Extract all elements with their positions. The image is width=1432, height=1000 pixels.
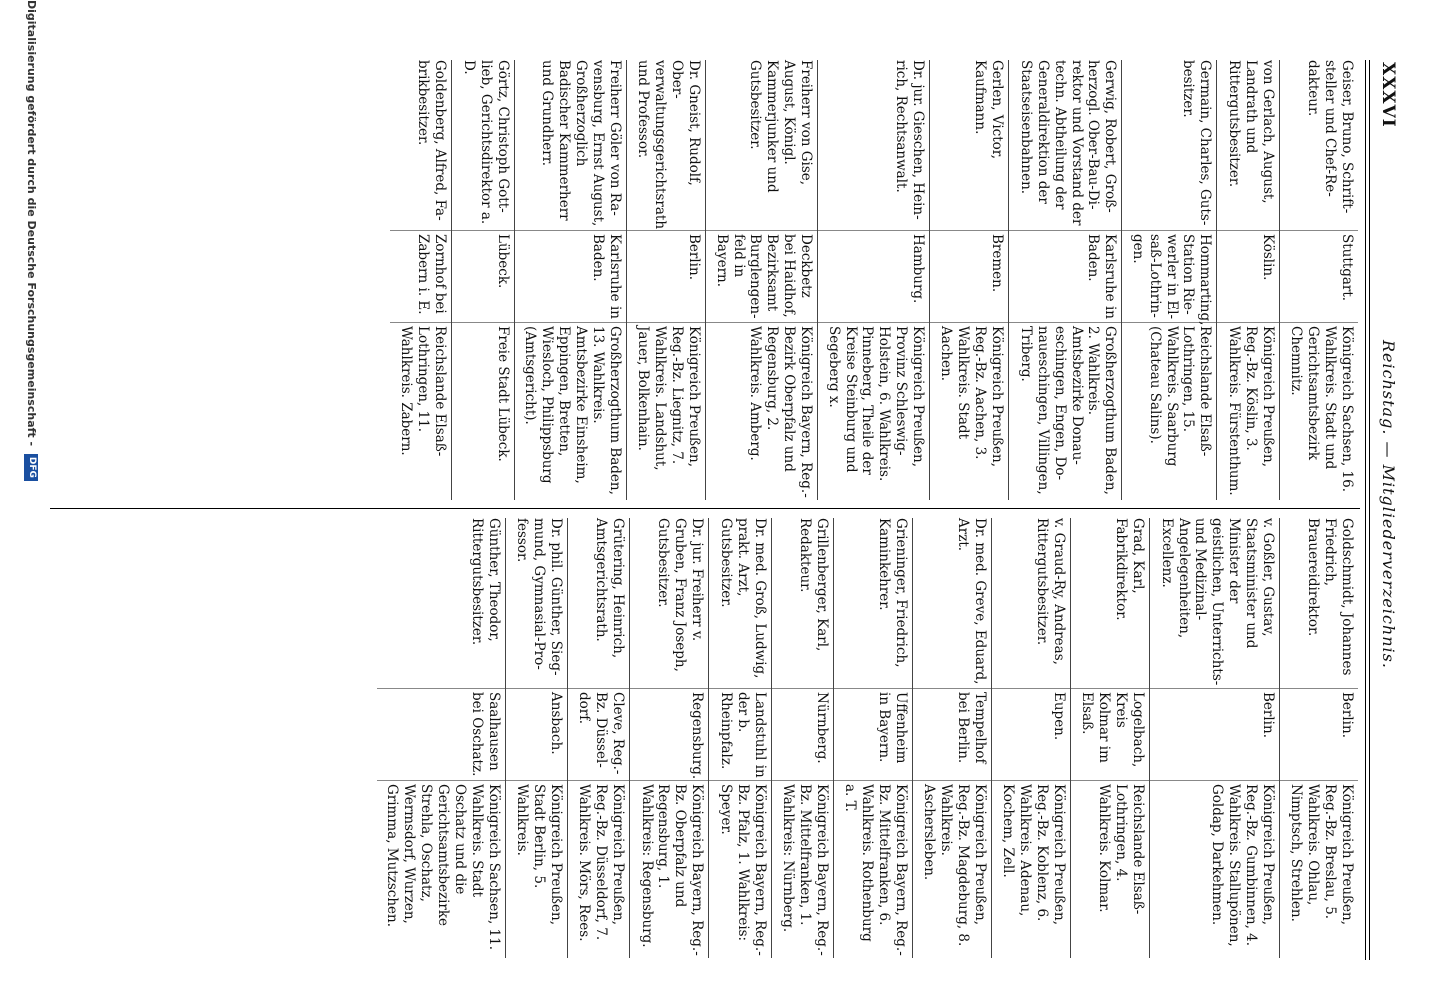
member-entry: [834, 518, 913, 958]
member-entry: [630, 518, 709, 958]
member-name: Goldschmidt, Johannes Friedrich, Brauereidirektor.: [1305, 518, 1355, 676]
cell-divider: [377, 780, 505, 781]
member-constituency: Reichslande Elsaß-Lothringen, 4. Wahlkreis. Kolmar.: [1096, 784, 1146, 915]
member-name: Grad, Karl, Fabrikdirektor.: [1113, 518, 1146, 621]
cell-divider: [377, 688, 505, 689]
member-constituency: Reichslande Elsaß-Lothringen, 15. Wahlkreis. Saarburg (Chateau Salins).: [1146, 326, 1214, 467]
member-residence: Hamburg.: [910, 234, 927, 304]
member-entry: [709, 518, 772, 958]
member-residence: Uffenheim in Bayern.: [876, 692, 909, 764]
member-entry: [1280, 518, 1358, 958]
cell-divider: [706, 322, 817, 323]
running-title: Reichstag. — Mitgliederverzeichnis.: [1379, 340, 1398, 669]
cell-divider: [515, 230, 626, 231]
member-constituency: Königreich Bayern, Reg.-Bz. Mittelfranken, 6. Wahlkreis. Rothenburg a. T.: [842, 784, 909, 956]
cell-divider: [706, 230, 817, 231]
member-constituency: Königreich Preußen, Stadt Berlin, 5. Wahlkreis.: [514, 784, 565, 926]
member-name: Grillenberger, Karl, Redakteur.: [797, 518, 830, 652]
cell-divider: [1150, 688, 1279, 689]
member-residence: Bremen.: [989, 234, 1006, 293]
member-residence: Karlsruhe in Baden.: [589, 234, 623, 319]
cell-divider: [568, 780, 629, 781]
member-name: Grütering, Heinrich, Amtsgerichtsrath.: [593, 518, 627, 659]
cell-divider: [992, 688, 1070, 689]
cell-divider: [913, 780, 991, 781]
member-constituency: Königreich Preußen, Reg.-Bz. Aachen, 3. Wahlkreis. Stadt Aachen.: [938, 326, 1006, 468]
cell-divider: [452, 230, 514, 231]
member-constituency: Königreich Preußen, Reg.-Bz. Köslin, 3. Wahlkreis. Fürstenthum.: [1226, 326, 1276, 496]
cell-divider: [506, 780, 568, 781]
member-residence: Tempelhof bei Berlin.: [955, 692, 988, 764]
cell-divider: [627, 322, 706, 323]
member-residence: Landstuhl in der b. Rheinpfalz.: [718, 692, 768, 778]
cell-divider: [913, 688, 991, 689]
cell-divider: [930, 230, 1008, 231]
member-name: Gerwig, Robert, Großherzogl. Ober-Bau-Direktor und Vorstand der techn. Abtheilung der Generaldirektion der Staatseisenbahnen.: [1018, 60, 1119, 226]
cell-divider: [390, 322, 451, 323]
page-number: XXXVI: [1378, 62, 1398, 128]
member-entry: [1217, 60, 1280, 500]
member-name: Dr. jur. Gieschen, Heinrich, Rechtsanwalt.: [893, 60, 927, 220]
cell-divider: [818, 322, 929, 323]
member-residence: Nürnberg.: [813, 692, 830, 764]
member-constituency: Reichslande Elsaß-Lothringen, 11. Wahlkreis. Zabern.: [398, 326, 448, 457]
cell-divider: [630, 780, 708, 781]
member-constituency: Königreich Preußen, Reg.-Bz. Gumbinnen, 4. Wahlkreis. Stallupönen, Goldap, Darkehmen.: [1209, 784, 1276, 947]
member-constituency: Königreich Preußen, Reg.-Bz. Breslau, 5. Wahlkreis. Ohlau, Nimptsch, Strehlen.: [1288, 784, 1355, 926]
member-constituency: Königreich Bayern, Reg.-Bz. Mittelfranken, 1. Wahlkreis: Nürnberg.: [780, 784, 830, 956]
member-residence: Deckbetz bei Haidhof, Bezirksamt Burglengenfeld in Bayern.: [713, 234, 815, 319]
member-constituency: Freie Stadt Lübeck.: [494, 326, 511, 462]
cell-divider: [1280, 688, 1358, 689]
cell-divider: [772, 688, 833, 689]
column-separator: [50, 508, 1360, 509]
member-constituency: Königreich Preußen, Reg.-Bz. Magdeburg, 8. Wahlkreis. Aschersleben.: [921, 784, 988, 947]
member-entry: [390, 60, 452, 500]
member-residence: Ansbach.: [548, 692, 565, 755]
document-page: [10, 0, 1410, 1000]
member-constituency: Königreich Preußen, Provinz Schleswig-Holstein, 6. Wahlkreis. Pinneberg, Theile der Kreise Steinburg und Segeberg x.: [825, 326, 927, 482]
member-name: Dr. med. Greve, Eduard, Arzt.: [955, 518, 988, 685]
member-name: Dr. med. Groß, Ludwig, prakt. Arzt, Gutsbesitzer.: [718, 518, 768, 679]
member-name: Dr. phil. Günther, Siegmund, Gymnasial-Professor.: [514, 518, 565, 676]
cell-divider: [992, 780, 1070, 781]
member-residence: Berlin.: [1260, 692, 1276, 738]
member-name: von Gerlach, August, Landrath und Rittergutsbesitzer.: [1226, 60, 1276, 204]
member-name: Germain, Charles, Gutsbesitzer.: [1180, 60, 1214, 226]
member-entry: [930, 60, 1009, 500]
member-entry: [1280, 60, 1358, 500]
member-entry: [1071, 518, 1150, 958]
member-residence: Stuttgart.: [1339, 234, 1355, 302]
member-name: Freiherr Göler von Ravensburg, Ernst August, Großherzoglich Badischer Kammerherr und Grundherr.: [539, 60, 623, 227]
member-constituency: Großherzogthum Baden, 2. Wahlkreis. Amtsbezirke Donaueschingen, Engen, Donaueschingen, Villingen, Triberg.: [1018, 326, 1119, 495]
member-residence: Karlsruhe in Baden.: [1085, 234, 1119, 319]
member-name: Günther, Theodor, Rittergutsbesitzer.: [468, 518, 502, 646]
cell-divider: [709, 688, 771, 689]
cell-divider: [709, 780, 771, 781]
cell-divider: [1217, 230, 1279, 231]
member-name: Freiherr von Gise, August, Königl. Kammerjunker und Gutsbesitzer.: [747, 60, 815, 193]
cell-divider: [1009, 230, 1121, 231]
cell-divider: [834, 780, 912, 781]
member-residence: Lübeck.: [494, 234, 511, 289]
cell-divider: [1071, 780, 1149, 781]
member-entry: [1009, 60, 1122, 500]
member-name: Dr. Gneist, Rudolf, Oberverwaltungsgerichtsrath und Professor.: [635, 60, 703, 230]
cell-divider: [1150, 780, 1279, 781]
cell-divider: [1071, 688, 1149, 689]
cell-divider: [818, 230, 929, 231]
member-name: v. Goßler, Gustav, Staatsminister und Minister der geistlichen, Unterrichts- und Medizinal-Angelegenheiten, Excellenz.: [1158, 518, 1276, 686]
member-entry: [818, 60, 930, 500]
member-constituency: Königreich Preußen, Reg.-Bz. Liegnitz, 7. Wahlkreis. Landshut, Jauer, Bolkenhain.: [635, 326, 703, 471]
member-residence: Berlin.: [686, 234, 703, 280]
member-constituency: Königreich Sachsen, 16. Wahlkreis. Stadt und Gerichtsamtsbezirk Chemnitz.: [1288, 326, 1355, 493]
member-entry: [1122, 60, 1217, 500]
right-column: [377, 518, 1358, 958]
left-column: [390, 60, 1358, 500]
member-residence: Hommarting, Station Riewerler in Elsaß-Lothringen.: [1129, 234, 1214, 326]
member-entry: [1150, 518, 1280, 958]
header-rule: [1369, 60, 1370, 960]
member-entry: [377, 518, 506, 958]
cell-divider: [930, 322, 1008, 323]
cell-divider: [1217, 322, 1279, 323]
member-entry: [627, 60, 707, 500]
member-constituency: Königreich Bayern, Reg.-Bezirk Oberpfalz und Regensburg, 2. Wahlkreis. Amberg.: [747, 326, 815, 498]
member-residence: Regensburg.: [689, 692, 706, 780]
member-residence: Köslin.: [1260, 234, 1276, 281]
member-constituency: Königreich Preußen, Reg.-Bz. Koblenz, 6. Wahlkreis. Adenau, Kochem, Zell.: [1000, 784, 1067, 926]
member-residence: Eupen.: [1050, 692, 1067, 741]
cell-divider: [506, 688, 568, 689]
member-residence: Berlin.: [1339, 692, 1355, 738]
member-residence: Cleve, Reg.-Bz. Düsseldorf.: [576, 692, 627, 775]
digitization-footer: [24, 0, 38, 1000]
dfg-logo-icon: DFG: [24, 454, 37, 481]
member-name: Grieninger, Friedrich, Kaminkehrer.: [876, 518, 909, 668]
cell-divider: [1122, 230, 1216, 231]
cell-divider: [627, 230, 706, 231]
member-residence: Zornhof bei Zabern i. E.: [415, 234, 448, 315]
member-entry: [506, 518, 569, 958]
member-constituency: Großherzogthum Baden, 13. Wahlkreis. Amtsbezirke Einsheim, Eppingen, Bretten, Wiesloch, Philippsburg (Amtsgericht).: [522, 326, 623, 495]
member-residence: Logelbach, Kreis Kolmar im Elsaß.: [1079, 692, 1146, 768]
cell-divider: [568, 688, 629, 689]
member-constituency: Königreich Preußen, Reg.-Bz. Düsseldorf, 7. Wahlkreis. Mörs, Rees.: [576, 784, 627, 942]
cell-divider: [1009, 322, 1121, 323]
member-name: Dr. jur. Freiherr v. Gruben, Franz Joseph, Gutsbesitzer.: [655, 518, 706, 672]
member-constituency: Königreich Sachsen, 11. Wahlkreis. Stadt Oschatz und die Gerichtsamtsbezirke Strehla, Oschatz, Wermsdorf, Wurzen, Grimma, Mutzschen.: [384, 784, 502, 951]
member-name: v. Graud-Ry, Andreas, Rittergutsbesitzer.: [1034, 518, 1067, 665]
cell-divider: [390, 230, 451, 231]
member-entry: [772, 518, 834, 958]
member-residence: Saalhausen bei Oschatz.: [468, 692, 502, 777]
footer-text: Digitalisierung gefördert durch die Deutsche Forschungsgemeinschaft -: [25, 0, 38, 447]
member-entry: [913, 518, 992, 958]
member-name: Gerlen, Victor, Kaufmann.: [972, 60, 1006, 160]
cell-divider: [772, 780, 833, 781]
cell-divider: [834, 688, 912, 689]
cell-divider: [1280, 322, 1358, 323]
member-entry: [992, 518, 1071, 958]
cell-divider: [515, 322, 626, 323]
member-entry: [515, 60, 627, 500]
member-name: Geiser, Bruno, Schriftsteller und Chef-Redakteur.: [1305, 60, 1355, 214]
member-name: Goldenberg, Alfred, Fabrikbesitzer.: [415, 60, 448, 221]
member-constituency: Königreich Bayern, Reg.-Bz. Oberpfalz und Regensburg, 1. Wahlkreis: Regensburg.: [638, 784, 706, 956]
member-entry: [568, 518, 630, 958]
cell-divider: [1280, 230, 1358, 231]
member-entry: [452, 60, 515, 500]
cell-divider: [630, 688, 708, 689]
member-entry: [706, 60, 818, 500]
header-rule: [1365, 60, 1366, 960]
member-constituency: Königreich Bayern, Reg.-Bz. Pfalz, 1. Wahlkreis: Speyer.: [718, 784, 768, 956]
cell-divider: [452, 322, 514, 323]
cell-divider: [1280, 780, 1358, 781]
member-name: Görtz, Christoph Gottlieb, Gerichtsdirektor a. D.: [460, 60, 511, 225]
